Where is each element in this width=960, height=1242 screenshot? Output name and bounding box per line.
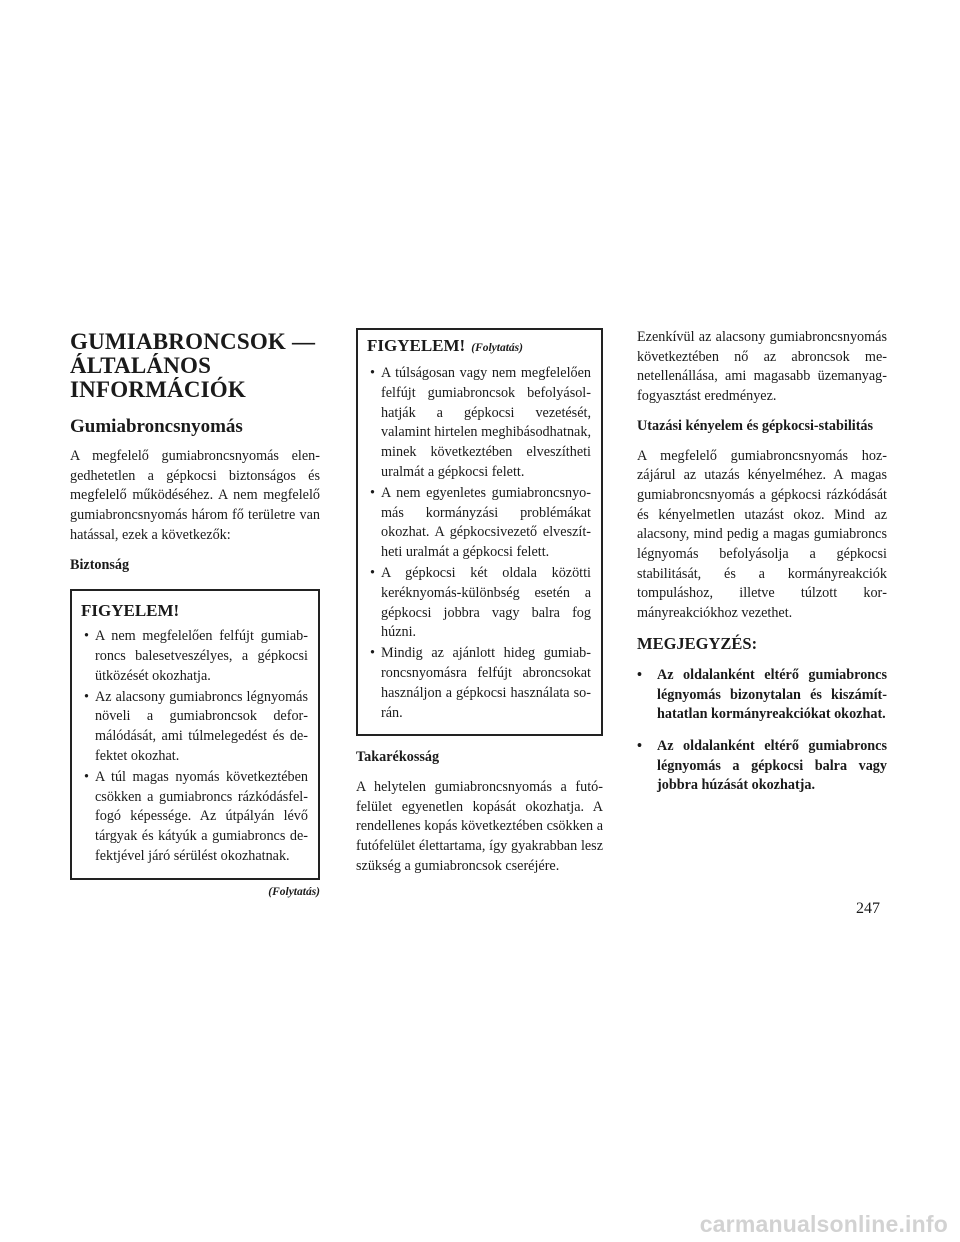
warning-list	[82, 627, 308, 867]
title-line-3: INFORMÁCIÓK	[70, 377, 246, 402]
warning-item: • A nem megfelelően felfújt gumiabroncs balesetveszélyes, a gépkocsi ütközését okozhatja.	[82, 627, 308, 686]
fuel-paragraph: Ezenkívül az alacsony gumiabroncsnyomás következtében nő az abroncsok menetellenállása, ami magasabb üzemanyag-fogyasztást eredményez.	[637, 329, 887, 405]
warning-item: • Mindig az ajánlott hideg gumiabroncsnyomásra felfújt abroncsokat használjon a gépkocsi használata során.	[368, 644, 591, 723]
warning-box	[70, 589, 320, 880]
subheading-economy: Takarékosság	[356, 749, 440, 766]
note-item: • Az oldalanként eltérő gumiabroncs légnyomás bizonytalan és kiszámíthatatlan kormányreakciókat okozhat.	[637, 666, 887, 725]
warning-item: • A gépkocsi két oldala közötti keréknyomás-különbség esetén a gépkocsi jobbra vagy balra fog húzni.	[368, 564, 591, 643]
warning-box-continued	[356, 328, 603, 736]
continued-label: (Folytatás)	[268, 885, 320, 898]
warning-title	[367, 336, 591, 358]
column-middle	[356, 328, 603, 887]
title-line-2: ÁLTALÁNOS	[70, 353, 212, 378]
subheading-safety: Biztonság	[70, 556, 130, 573]
economy-paragraph: A helytelen gumiabroncsnyomás a futófelület egyenetlen kopását okozhatja. A rendellenes kopás következtében csökken a futófelület élettartama, így gyakrabban lesz szükség a gumiabroncsok cseréjére.	[356, 779, 603, 874]
warning-item: • Az alacsony gumiabroncs légnyomás növeli a gumiabroncsok deformálódását, ami túlmelegedést és defektet okozhat.	[82, 688, 308, 767]
warning-item: • A nem egyenletes gumiabroncsnyomás kormányzási problémákat okozhat. A gépkocsivezető elveszítheti uralmát a gépkocsi felett.	[368, 484, 591, 563]
page-title	[70, 330, 320, 402]
warning-continued-label: (Folytatás)	[471, 342, 523, 354]
subheading-comfort: Utazási kényelem és gépkocsi-stabilitás	[637, 417, 874, 434]
warning-item: • A túl magas nyomás következtében csökken a gumiabroncs rázkódásfelfogó képessége. Az útpályán lévő tárgyak és kátyúk a gumiabroncs defektjével járó sérülést okozhatnak.	[82, 768, 308, 867]
note-title: MEGJEGYZÉS:	[637, 633, 758, 653]
warning-title-text: FIGYELEM!	[367, 336, 466, 355]
column-right	[637, 328, 887, 808]
note-item: • Az oldalanként eltérő gumiabroncs légnyomás a gépkocsi balra vagy jobbra húzását okozhatja.	[637, 737, 887, 796]
warning-title: FIGYELEM!	[81, 601, 180, 621]
warning-list	[368, 364, 591, 723]
comfort-paragraph: A megfelelő gumiabroncsnyomás hozzájárul az utazás kényelméhez. A magas gumiabroncsnyomás a gépkocsi rázkódását és kényelmetlen utazást okoz. Mind az alacsony, mind pedig a magas gumiabroncs légnyomás befolyásolja a gépkocsi stabilitását, és a kormányreakciók tompuláshoz, illetve túlzott kormányreakciókhoz vezethet.	[637, 447, 887, 622]
page-number: 247	[856, 900, 880, 917]
section-title: Gumiabroncsnyomás	[70, 416, 243, 437]
watermark: carmanualsonline.info	[699, 1211, 948, 1237]
column-left	[70, 328, 320, 898]
title-line-1: GUMIABRONCSOK —	[70, 329, 316, 354]
warning-item: • A túlságosan vagy nem megfelelően felfújt gumiabroncsok befolyásolhatják a gépkocsi vezetését, valamint hirtelen meghibásodhatnak, minek következtében elveszítheti uralmát a gépkocsi felett.	[368, 364, 591, 483]
note-list	[637, 666, 887, 796]
intro-paragraph: A megfelelő gumiabroncsnyomás elengedhetetlen a gépkocsi biztonságos és megfelelő működéséhez. A nem megfelelő gumiabroncsnyomás három fő területre van hatással, ezek a következők:	[70, 448, 320, 543]
